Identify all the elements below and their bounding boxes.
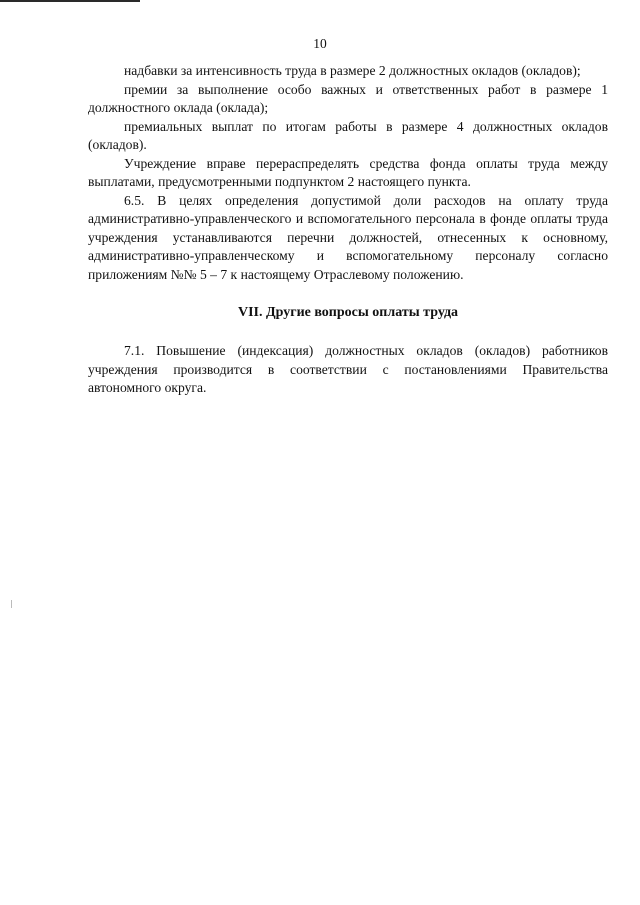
paragraph-6-5: 6.5. В целях определения допустимой доли расходов на оплату труда административно-управленческого и вспомогательного персонала в фонде оплаты труда учреждения устанавливаются перечни должностей, отнесенных к основному, административно-управленческому и вспомогательному персоналу согласно приложениям №№ 5 – 7 к настоящему Отраслевому положению. [88, 192, 608, 282]
paragraph-performance-bonus: премиальных выплат по итогам работы в размере 4 должностных окладов (окладов). [88, 118, 608, 152]
section-heading: VII. Другие вопросы оплаты труда [237, 305, 459, 320]
paragraph-important-work-bonus: премии за выполнение особо важных и ответственных работ в размере 1 должностного оклада (оклада); [88, 81, 608, 115]
paragraph-7-1: 7.1. Повышение (индексация) должностных окладов (окладов) работников учреждения производится в соответствии с постановлениями Правительства автономного округа. [88, 343, 608, 395]
page-number: 10 [313, 36, 327, 51]
paragraph-fund-redistribution: Учреждение вправе перераспределять средства фонда оплаты труда между выплатами, предусмотренными подпунктом 2 настоящего пункта. [88, 155, 608, 189]
paragraph-intensity-bonus: надбавки за интенсивность труда в размере 2 должностных окладов (окладов); [124, 63, 581, 78]
scan-edge-mark [0, 0, 140, 2]
document-body [88, 62, 608, 398]
scan-margin-speck [11, 600, 12, 608]
